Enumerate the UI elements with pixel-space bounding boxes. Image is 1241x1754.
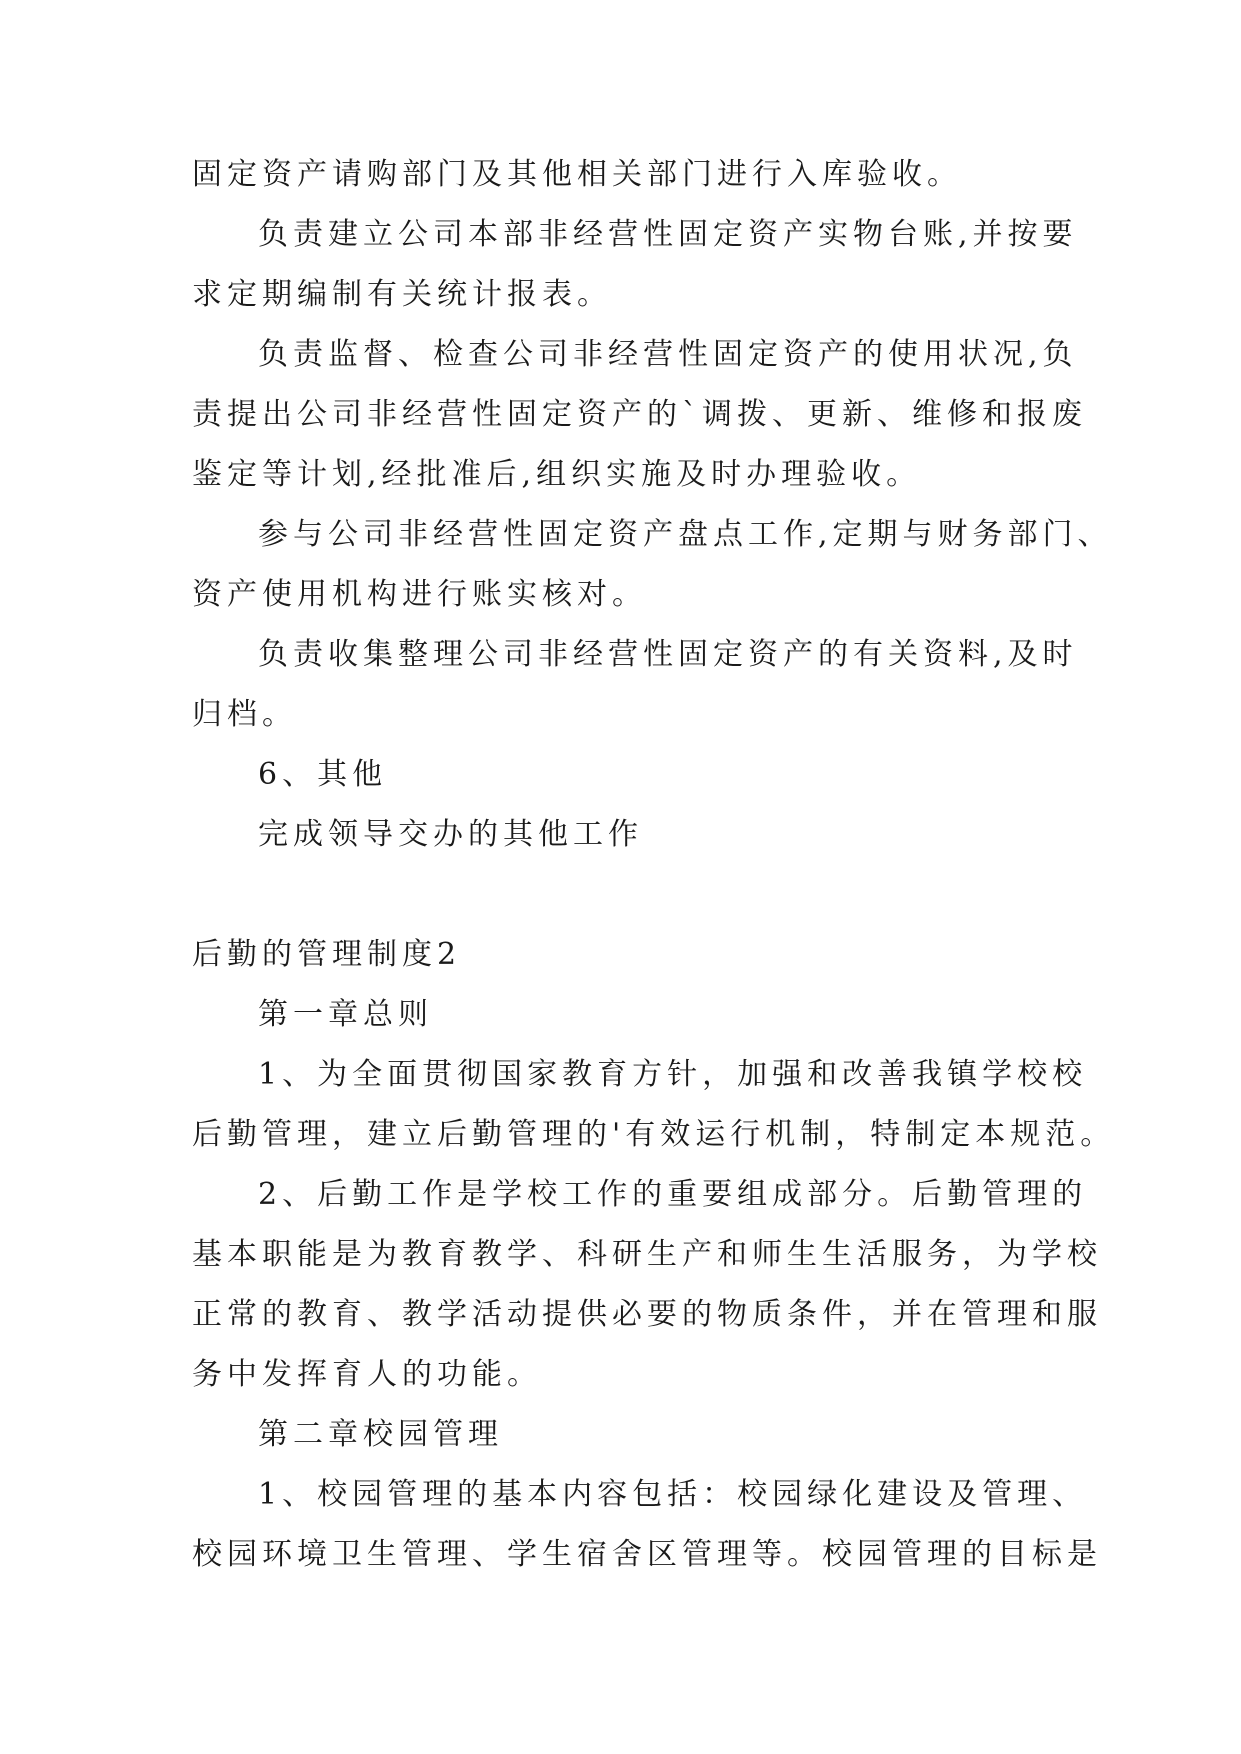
document-heading bbox=[192, 936, 1067, 974]
text-line: 2、后勤工作是学校工作的重要组成部分。后勤管理的 bbox=[258, 1177, 1088, 1212]
paragraph bbox=[192, 1476, 1102, 1574]
paragraph bbox=[192, 636, 1078, 734]
chapter-title bbox=[192, 996, 1067, 1034]
chapter-title bbox=[192, 1416, 1067, 1454]
text-line: 1、为全面贯彻国家教育方针，加强和改善我镇学校校 bbox=[258, 1057, 1088, 1092]
paragraph bbox=[192, 1056, 1116, 1154]
heading-text: 后勤的管理制度2 bbox=[192, 937, 462, 972]
paragraph bbox=[192, 336, 1087, 494]
text-line: 完成领导交办的其他工作 bbox=[258, 817, 643, 852]
paragraph bbox=[192, 756, 1067, 794]
text-line: 责提出公司非经营性固定资产的`调拨、更新、维修和报废 bbox=[192, 397, 1087, 432]
text-line: 归档。 bbox=[192, 697, 297, 732]
paragraph bbox=[192, 156, 1067, 194]
text-line: 求定期编制有关统计报表。 bbox=[192, 277, 612, 312]
text-line: 鉴定等计划,经批准后,组织实施及时办理验收。 bbox=[192, 457, 922, 492]
document-body bbox=[192, 156, 1116, 1596]
paragraph bbox=[192, 516, 1113, 614]
text-line: 校园环境卫生管理、学生宿舍区管理等。校园管理的目标是 bbox=[192, 1537, 1102, 1572]
text-line: 负责建立公司本部非经营性固定资产实物台账,并按要 bbox=[258, 217, 1078, 252]
text-line: 资产使用机构进行账实核对。 bbox=[192, 577, 647, 612]
text-line: 后勤管理，建立后勤管理的'有效运行机制，特制定本规范。 bbox=[192, 1117, 1116, 1152]
text-line: 参与公司非经营性固定资产盘点工作,定期与财务部门、 bbox=[258, 517, 1113, 552]
paragraph bbox=[192, 216, 1078, 314]
text-line: 正常的教育、教学活动提供必要的物质条件，并在管理和服 bbox=[192, 1297, 1102, 1332]
chapter-title-text: 第一章总则 bbox=[258, 997, 433, 1032]
paragraph bbox=[192, 1176, 1102, 1394]
text-line: 固定资产请购部门及其他相关部门进行入库验收。 bbox=[192, 157, 962, 192]
paragraph bbox=[192, 816, 1067, 854]
chapter-title-text: 第二章校园管理 bbox=[258, 1417, 503, 1452]
text-line: 基本职能是为教育教学、科研生产和师生生活服务，为学校 bbox=[192, 1237, 1102, 1272]
section-label: 6、其他 bbox=[258, 757, 388, 792]
text-line: 负责监督、检查公司非经营性固定资产的使用状况,负 bbox=[258, 337, 1078, 372]
text-line: 1、校园管理的基本内容包括：校园绿化建设及管理、 bbox=[258, 1477, 1088, 1512]
text-line: 务中发挥育人的功能。 bbox=[192, 1357, 542, 1392]
text-line: 负责收集整理公司非经营性固定资产的有关资料,及时 bbox=[258, 637, 1078, 672]
